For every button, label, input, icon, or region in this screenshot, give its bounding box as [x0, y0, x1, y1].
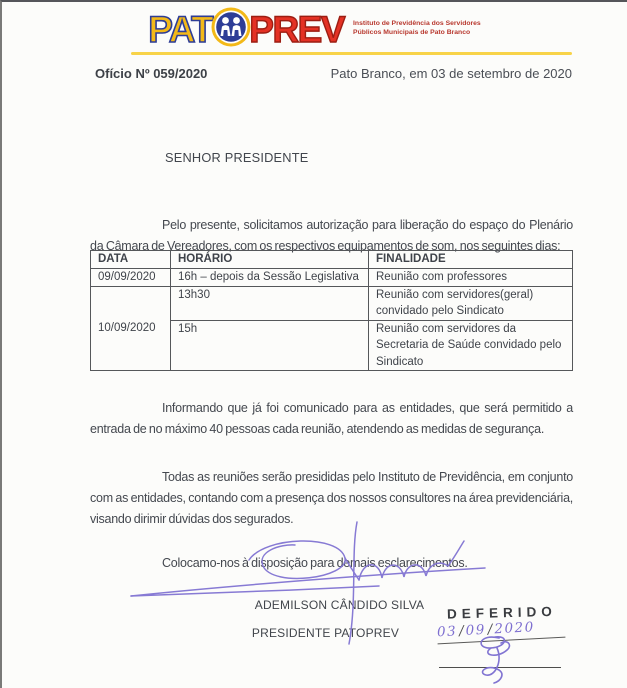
stamp-date-month: 09 [465, 621, 487, 639]
stamp-date-separator: / [458, 622, 465, 640]
signer-title: PRESIDENTE PATOPREV [251, 626, 400, 640]
cell-time-1: 16h – depois da Sessão Legislativa [171, 269, 369, 287]
paragraph-presiding: Todas as reuniões serão presididas pelo Instituto de Previdência, em conjunto com as entidades, contando com a presença dos nossos consultores na área previdenciária, visando dirimir dúvidas dos segurados. [90, 469, 573, 526]
patoprev-wordmark [148, 6, 344, 52]
deferido-stamp [437, 605, 575, 668]
letter-meta-row [95, 66, 572, 81]
paragraph-closing: Colocamo-nos à disposição para demais esclarecimentos. [162, 555, 468, 570]
paragraph-request: Pelo presente, solicitamos autorização para liberação do espaço do Plenário da Câmara de Vereadores, com os respectivos equipamentos de som, nos seguintes dias: [90, 217, 573, 253]
people-icon [210, 6, 252, 52]
cell-purpose-2b: Reunião com servidores da Secretaria de Saúde convidado pelo Sindicato [369, 320, 573, 371]
cell-purpose-2a: Reunião com servidores(geral) convidado pelo Sindicato [369, 286, 573, 320]
stamp-date-day: 03 [436, 623, 458, 641]
stamp-initials-scribble [461, 631, 533, 687]
wordmark-prev: PREV [249, 8, 345, 50]
signer-name: ADEMILSON CÂNDIDO SILVA [254, 598, 425, 612]
table-row [91, 286, 573, 320]
stamp-date-separator: / [487, 621, 493, 638]
cell-date-1: 09/09/2020 [91, 269, 171, 287]
logo-subtitle-line2: Públicos Municipais de Pato Branco [353, 29, 471, 36]
paragraph-capacity: Informando que já foi comunicado para as entidades, que será permitido a entrada de no máximo 40 pessoas cada reunião, atendendo as medidas de segurança. [90, 400, 573, 436]
cell-purpose-1: Reunião com professores [369, 269, 573, 287]
city-date: Pato Branco, em 03 de setembro de 2020 [330, 66, 572, 81]
oficio-number: Ofício Nº 059/2020 [95, 66, 208, 81]
table-header-row [91, 251, 573, 269]
wordmark-pat: PAT [148, 8, 213, 50]
stamp-label: DEFERIDO [446, 603, 557, 622]
logo-subtitle [353, 20, 481, 38]
stamp-signature-line [439, 643, 561, 668]
col-header-data: DATA [91, 251, 171, 269]
patoprev-logo [2, 6, 627, 52]
col-header-horario: HORÁRIO [171, 251, 369, 269]
cell-date-2: 10/09/2020 [91, 286, 171, 371]
stamp-date-year: 2020 [493, 619, 536, 638]
schedule-table [90, 250, 573, 371]
logo-subtitle-line1: Instituto de Previdência dos Servidores [353, 20, 481, 28]
salutation: SENHOR PRESIDENTE [165, 150, 309, 165]
cell-time-2b: 15h [171, 320, 369, 371]
col-header-finalidade: FINALIDADE [369, 251, 573, 269]
header-divider [131, 52, 572, 55]
cell-time-2a: 13h30 [171, 286, 369, 320]
table-row [91, 269, 573, 287]
